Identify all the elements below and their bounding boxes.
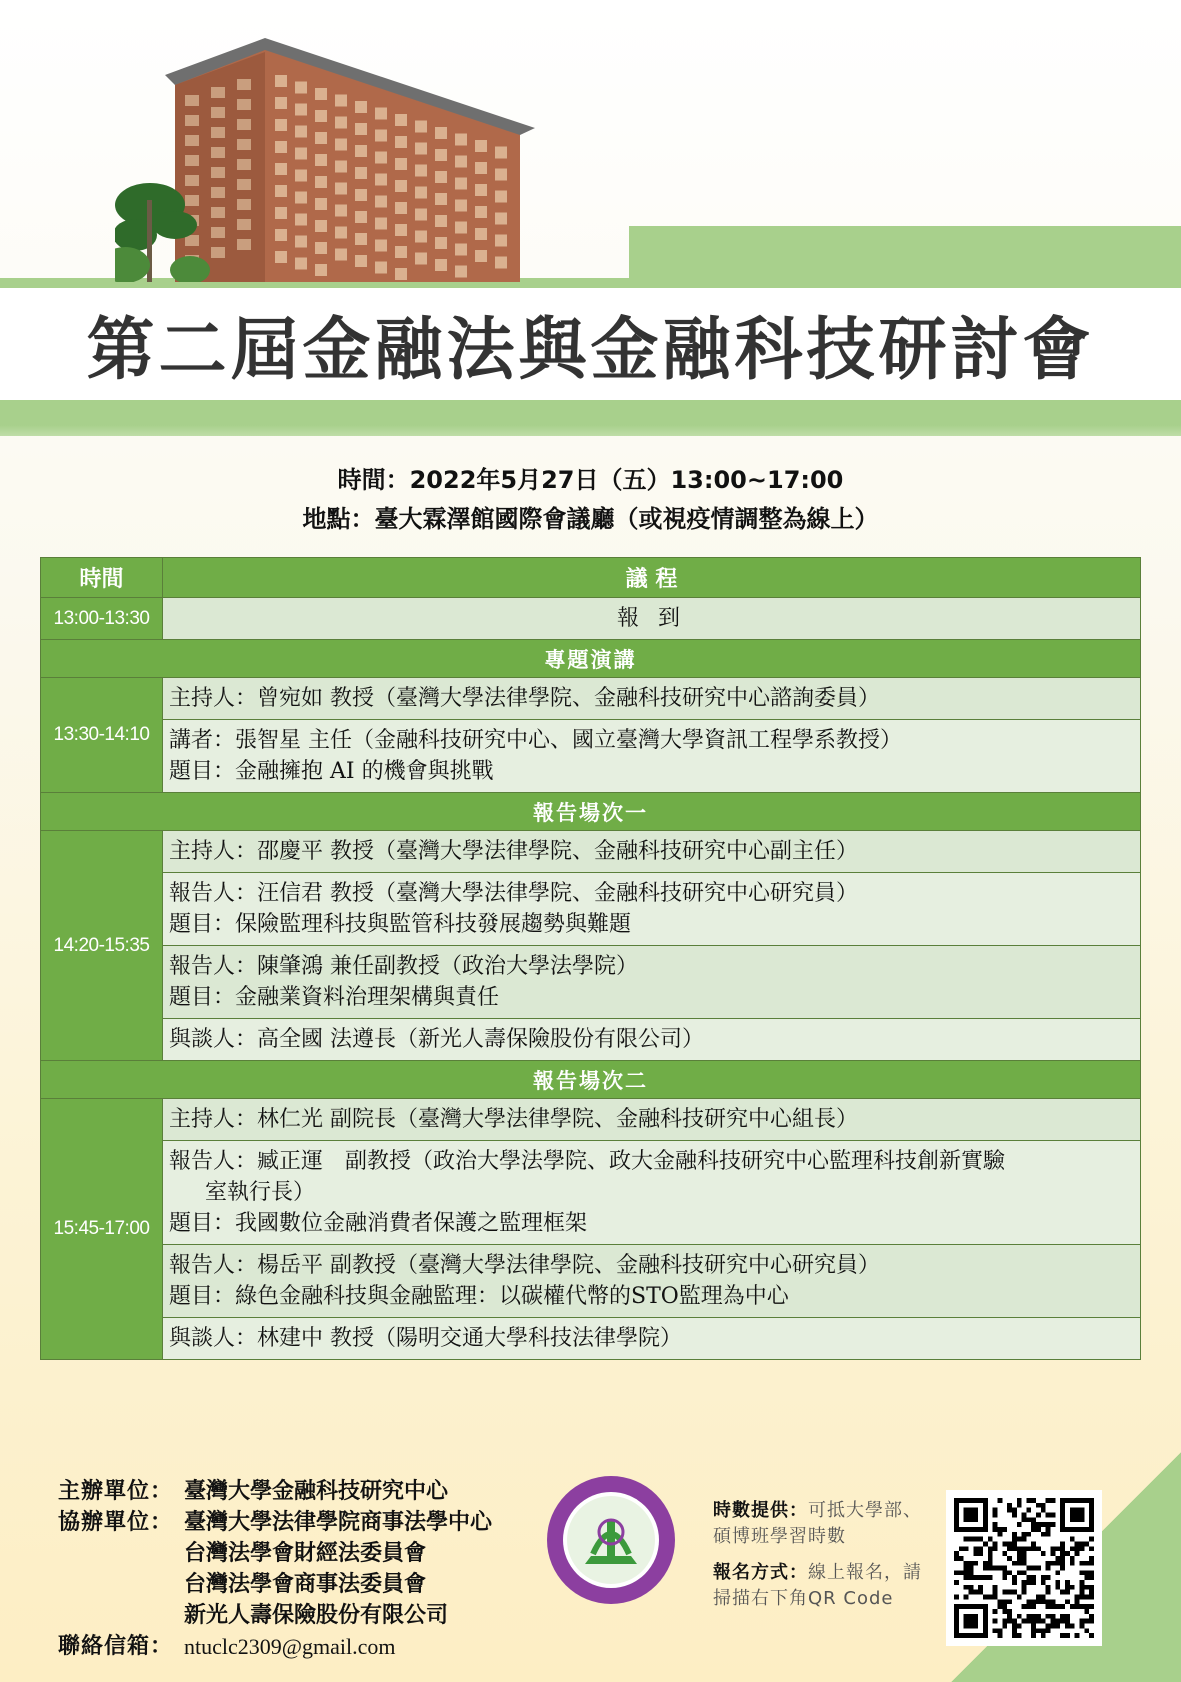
building-window bbox=[455, 134, 467, 146]
section-title: 報告場次二 bbox=[41, 1061, 1141, 1099]
building-window bbox=[315, 132, 327, 144]
agenda-row bbox=[41, 1141, 1141, 1245]
building-window bbox=[237, 239, 251, 250]
building-window bbox=[275, 141, 287, 153]
building-window bbox=[185, 195, 199, 206]
building-window bbox=[185, 95, 199, 106]
building-window bbox=[375, 196, 387, 208]
page-title: 第二屆金融法與金融科技研討會 bbox=[86, 311, 1095, 390]
agenda-item bbox=[163, 1099, 1141, 1141]
agenda-item bbox=[163, 1318, 1141, 1360]
session-time: 15:45-17:00 bbox=[41, 1099, 163, 1360]
event-time: 時間：2022年5月27日（五）13:00~17:00 bbox=[337, 466, 844, 494]
building-window bbox=[185, 135, 199, 146]
building-window bbox=[455, 156, 467, 168]
agenda-line: 題目：綠色金融科技與金融監理：以碳權代幣的STO監理為中心 bbox=[169, 1284, 789, 1309]
hours-note bbox=[713, 1498, 923, 1550]
building-window bbox=[395, 246, 407, 258]
building-window bbox=[415, 209, 427, 221]
building-window bbox=[415, 253, 427, 265]
building-window bbox=[395, 136, 407, 148]
building-window bbox=[275, 75, 287, 87]
building-window bbox=[375, 262, 387, 274]
agenda-header-row bbox=[41, 558, 1141, 598]
agenda-item bbox=[163, 831, 1141, 873]
agenda-line: 題目：金融業資料治理架構與責任 bbox=[169, 985, 500, 1010]
host-label: 主辦單位： bbox=[58, 1478, 174, 1504]
session-time: 14:20-15:35 bbox=[41, 831, 163, 1061]
agenda-row bbox=[41, 831, 1141, 873]
building-window bbox=[295, 192, 307, 204]
building-window bbox=[435, 193, 447, 205]
host-row bbox=[58, 1476, 492, 1507]
building-window bbox=[335, 161, 347, 173]
building-window bbox=[495, 169, 507, 181]
building-window bbox=[495, 213, 507, 225]
building-window bbox=[475, 250, 487, 262]
building-window bbox=[211, 247, 225, 258]
host-value: 臺灣大學金融科技研究中心 bbox=[184, 1478, 449, 1504]
building-window bbox=[335, 117, 347, 129]
building-window bbox=[237, 159, 251, 170]
building-window bbox=[495, 191, 507, 203]
agenda-line: 報告人：臧正運 副教授（政治大學法學院、政大金融科技研究中心監理科技創新實驗 bbox=[169, 1149, 1006, 1174]
building-window bbox=[355, 255, 367, 267]
building-window bbox=[275, 119, 287, 131]
building-window bbox=[315, 198, 327, 210]
building-window bbox=[315, 154, 327, 166]
building-window bbox=[315, 242, 327, 254]
organizers bbox=[58, 1476, 492, 1662]
building-window bbox=[295, 126, 307, 138]
agenda-row bbox=[41, 946, 1141, 1019]
agenda-line: 報告人：汪信君 教授（臺灣大學法律學院、金融科技研究中心研究員） bbox=[169, 881, 858, 906]
agenda-line: 講者：張智星 主任（金融科技研究中心、國立臺灣大學資訊工程學系教授） bbox=[169, 728, 902, 753]
co-organizer-item: 臺灣大學法律學院商事法學中心 bbox=[184, 1509, 493, 1535]
event-place: 地點：臺大霖澤館國際會議廳（或視疫情調整為線上） bbox=[302, 505, 879, 533]
agenda-line: 題目：金融擁抱 AI 的機會與挑戰 bbox=[169, 759, 494, 784]
building-window bbox=[355, 189, 367, 201]
building-window bbox=[237, 219, 251, 230]
building-window bbox=[185, 115, 199, 126]
building-window bbox=[335, 205, 347, 217]
building-window bbox=[395, 224, 407, 236]
building-window bbox=[415, 165, 427, 177]
building-window bbox=[415, 143, 427, 155]
building-window bbox=[185, 175, 199, 186]
green-band-bottom bbox=[0, 400, 1181, 436]
session-time: 13:30-14:10 bbox=[41, 678, 163, 793]
agenda-item bbox=[163, 946, 1141, 1019]
building-window bbox=[435, 237, 447, 249]
building-window bbox=[415, 231, 427, 243]
building-window bbox=[435, 259, 447, 271]
building-window bbox=[475, 184, 487, 196]
registration-label: 報 到 bbox=[163, 598, 1141, 640]
qr-code-icon[interactable] bbox=[946, 1490, 1102, 1646]
building-window bbox=[435, 149, 447, 161]
co-organizer-item: 台灣法學會財經法委員會 bbox=[184, 1540, 427, 1566]
building-window bbox=[455, 200, 467, 212]
agenda-item bbox=[163, 1245, 1141, 1318]
agenda-line: 室執行長） bbox=[205, 1180, 316, 1205]
building-window bbox=[185, 155, 199, 166]
building-window bbox=[237, 199, 251, 210]
agenda-line: 報告人：楊岳平 副教授（臺灣大學法律學院、金融科技研究中心研究員） bbox=[169, 1253, 880, 1278]
building-window bbox=[335, 95, 347, 107]
registration-row bbox=[41, 598, 1141, 640]
building-window bbox=[455, 266, 467, 278]
building-window bbox=[375, 108, 387, 120]
building-window bbox=[275, 251, 287, 263]
building-window bbox=[495, 257, 507, 269]
building-window bbox=[237, 179, 251, 190]
building-window bbox=[295, 104, 307, 116]
building-window bbox=[375, 174, 387, 186]
building-window bbox=[455, 178, 467, 190]
building-window bbox=[435, 215, 447, 227]
register-value: 線上報名，請掃描右下角QR Code bbox=[713, 1562, 922, 1609]
agenda-line: 題目：我國數位金融消費者保護之監理框架 bbox=[169, 1211, 588, 1236]
building-window bbox=[435, 171, 447, 183]
building-window bbox=[355, 211, 367, 223]
header-time: 時間 bbox=[41, 558, 163, 598]
agenda-row bbox=[41, 873, 1141, 946]
building-window bbox=[237, 79, 251, 90]
building-window bbox=[237, 119, 251, 130]
agenda-row bbox=[41, 1019, 1141, 1061]
hours-label: 時數提供： bbox=[713, 1500, 808, 1521]
building-window bbox=[211, 207, 225, 218]
contact-row bbox=[58, 1631, 492, 1662]
building-window bbox=[395, 268, 407, 280]
building-photo-icon bbox=[115, 20, 565, 282]
agenda-line: 主持人：邵慶平 教授（臺灣大學法律學院、金融科技研究中心副主任） bbox=[169, 839, 858, 864]
agenda-row bbox=[41, 1245, 1141, 1318]
building-window bbox=[495, 235, 507, 247]
building-window bbox=[475, 206, 487, 218]
contact-email[interactable]: ntuclc2309@gmail.com bbox=[184, 1634, 396, 1659]
contact-label: 聯絡信箱： bbox=[58, 1633, 174, 1659]
register-note bbox=[713, 1560, 923, 1612]
building-window bbox=[455, 244, 467, 256]
building-window bbox=[475, 162, 487, 174]
building-window bbox=[295, 170, 307, 182]
building-window bbox=[315, 176, 327, 188]
agenda-row bbox=[41, 1318, 1141, 1360]
co-organizer-item: 台灣法學會商事法委員會 bbox=[184, 1571, 427, 1597]
building-window bbox=[295, 214, 307, 226]
building-window bbox=[455, 222, 467, 234]
building-window bbox=[355, 167, 367, 179]
registration-time: 13:00-13:30 bbox=[41, 598, 163, 640]
agenda-item bbox=[163, 678, 1141, 720]
building-window bbox=[211, 127, 225, 138]
agenda-table bbox=[40, 557, 1141, 1360]
building-window bbox=[275, 207, 287, 219]
building-window bbox=[295, 258, 307, 270]
section-header-row bbox=[41, 1061, 1141, 1099]
green-accent-block bbox=[629, 226, 1181, 280]
agenda-item bbox=[163, 1141, 1141, 1245]
building-window bbox=[315, 264, 327, 276]
building-window bbox=[435, 127, 447, 139]
building-window bbox=[295, 82, 307, 94]
building-window bbox=[395, 158, 407, 170]
building-window bbox=[335, 183, 347, 195]
building-window bbox=[211, 187, 225, 198]
building-window bbox=[275, 97, 287, 109]
building-window bbox=[211, 87, 225, 98]
building-window bbox=[375, 240, 387, 252]
notes bbox=[713, 1498, 923, 1622]
building-window bbox=[375, 130, 387, 142]
building-window bbox=[275, 163, 287, 175]
agenda-item bbox=[163, 720, 1141, 793]
building-window bbox=[375, 152, 387, 164]
building-window bbox=[335, 227, 347, 239]
agenda-line: 與談人：林建中 教授（陽明交通大學科技法律學院） bbox=[169, 1326, 682, 1351]
agenda-line: 與談人：高全國 法遵長（新光人壽保險股份有限公司） bbox=[169, 1027, 704, 1052]
building-window bbox=[395, 180, 407, 192]
agenda-line: 主持人：林仁光 副院長（臺灣大學法律學院、金融科技研究中心組長） bbox=[169, 1107, 858, 1132]
building-window bbox=[355, 101, 367, 113]
register-label: 報名方式： bbox=[713, 1562, 808, 1583]
building-window bbox=[375, 218, 387, 230]
building-window bbox=[475, 228, 487, 240]
building-window bbox=[315, 110, 327, 122]
building-window bbox=[237, 99, 251, 110]
building-window bbox=[237, 139, 251, 150]
ntu-law-seal-icon bbox=[545, 1474, 677, 1606]
building-window bbox=[355, 145, 367, 157]
agenda-item bbox=[163, 1019, 1141, 1061]
section-title: 報告場次一 bbox=[41, 793, 1141, 831]
building-window bbox=[211, 227, 225, 238]
building-window bbox=[315, 88, 327, 100]
building-window bbox=[495, 147, 507, 159]
building-window bbox=[395, 114, 407, 126]
building-window bbox=[275, 185, 287, 197]
header-program: 議 程 bbox=[163, 558, 1141, 598]
section-title: 專題演講 bbox=[41, 640, 1141, 678]
building-window bbox=[211, 147, 225, 158]
building-window bbox=[415, 121, 427, 133]
section-header-row bbox=[41, 793, 1141, 831]
hours-value: 可抵大學部、碩博班學習時數 bbox=[713, 1500, 922, 1547]
section-header-row bbox=[41, 640, 1141, 678]
building-window bbox=[395, 202, 407, 214]
building-window bbox=[211, 107, 225, 118]
building-window bbox=[475, 140, 487, 152]
building-window bbox=[355, 233, 367, 245]
co-organizer-row bbox=[58, 1507, 492, 1631]
building-window bbox=[211, 167, 225, 178]
agenda-line: 題目：保險監理科技與監管科技發展趨勢與難題 bbox=[169, 912, 632, 937]
agenda-line: 主持人：曾宛如 教授（臺灣大學法律學院、金融科技研究中心諮詢委員） bbox=[169, 686, 880, 711]
building-window bbox=[415, 187, 427, 199]
building-window bbox=[315, 220, 327, 232]
building-window bbox=[295, 148, 307, 160]
building-window bbox=[275, 229, 287, 241]
co-organizer-item: 新光人壽保險股份有限公司 bbox=[184, 1602, 449, 1628]
agenda-item bbox=[163, 873, 1141, 946]
agenda-row bbox=[41, 1099, 1141, 1141]
building-window bbox=[335, 249, 347, 261]
agenda-line: 報告人：陳肇鴻 兼任副教授（政治大學法學院） bbox=[169, 954, 638, 979]
co-organizer-label: 協辦單位： bbox=[58, 1509, 174, 1535]
building-window bbox=[355, 123, 367, 135]
building-window bbox=[335, 139, 347, 151]
agenda-row bbox=[41, 678, 1141, 720]
building-window bbox=[295, 236, 307, 248]
agenda-row bbox=[41, 720, 1141, 793]
